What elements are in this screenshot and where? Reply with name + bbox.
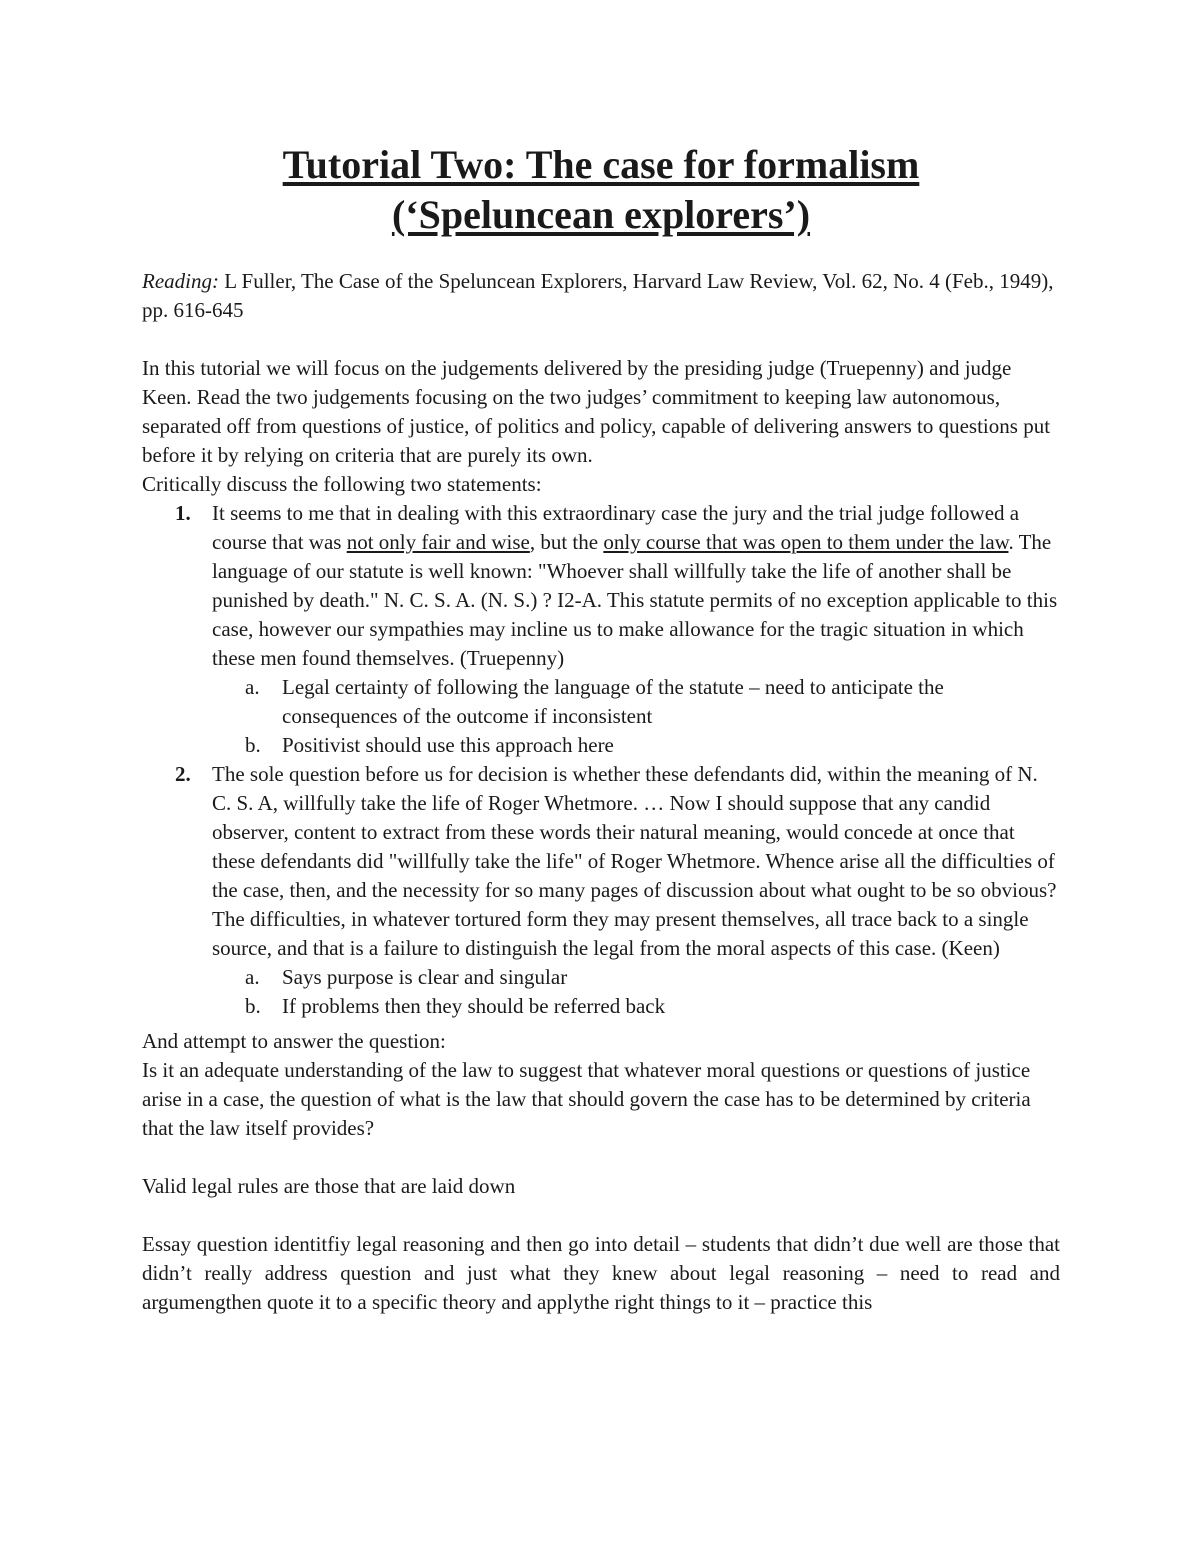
note-text: Says purpose is clear and singular [282, 965, 568, 989]
note-item [212, 963, 1060, 992]
intro-paragraph: In this tutorial we will focus on the judgements delivered by the presiding judge (Truepenny) and judge Keen. Read the two judgements focusing on the two judges’ commitment to keeping law autonomous, separated off from questions of justice, of politics and policy, capable of delivering answers to questions put before it by relying on criteria that are purely its own. [142, 356, 1051, 467]
statement-2-notes [212, 963, 1060, 1021]
statement-1-part-3: . The language of our statute is well known: "Whoever shall willfully take the life of another shall be punished by death." N. C. S. A. (N. S.) ? I2-A. This statute permits of no exception applicable to this case, however our sympathies may incline us to make allowance for the tragic situation in which these men found themselves. (Truepenny) [212, 530, 1058, 670]
title-line-1: Tutorial Two: The case for formalism [282, 142, 920, 187]
statement-item-2 [142, 760, 1060, 1021]
reading-paragraph [142, 267, 1060, 325]
note-text: Positivist should use this approach here [282, 733, 614, 757]
reading-label: Reading: [142, 269, 219, 293]
statement-1-underline-2: only course that was open to them under the law [603, 530, 1009, 554]
valid-rules-note: Valid legal rules are those that are laid down [142, 1174, 516, 1198]
note-item [212, 673, 1060, 731]
document-page [142, 140, 1060, 1317]
statement-1-part-2: , but the [529, 530, 604, 554]
note-letter: a. [245, 675, 260, 699]
statement-1-notes [212, 673, 1060, 760]
note-text: Legal certainty of following the language of the statute – need to anticipate the consequences of the outcome if inconsistent [282, 675, 944, 728]
question-paragraph: Is it an adequate understanding of the law to suggest that whatever moral questions or questions of justice arise in a case, the question of what is the law that should govern the case has to be determined by criteria that the law itself provides? [142, 1058, 1031, 1140]
title-line-2: (‘Speluncean explorers’) [391, 192, 811, 237]
statement-2-text: The sole question before us for decision is whether these defendants did, within the meaning of N. C. S. A, willfully take the life of Roger Whetmore. … Now I should suppose that any candid observer, content to extract from these words their natural meaning, would concede at once that these defendants did "willfully take the life" of Roger Whetmore. Whence arise all the difficulties of the case, then, and the necessity for so many pages of discussion about what ought to be so obvious? The difficulties, in whatever tortured form they may present themselves, all trace back to a single source, and that is a failure to distinguish the legal from the moral aspects of this case. (Keen) [212, 762, 1057, 960]
discuss-instruction: Critically discuss the following two statements: [142, 472, 542, 496]
reading-citation: L Fuller, The Case of the Speluncean Explorers, Harvard Law Review, Vol. 62, No. 4 (Feb., 1949), pp. 616-645 [142, 269, 1054, 322]
statement-number: 1. [175, 501, 191, 525]
note-item [212, 731, 1060, 760]
statement-number: 2. [175, 762, 191, 786]
essay-note: Essay question identitfiy legal reasoning and then go into detail – students that didn’t due well are those that didn’t really address question and just what they knew about legal reasoning – need to read and argumengthen quote it to a specific theory and applythe right things to it – practice this [142, 1232, 1060, 1314]
note-letter: a. [245, 965, 260, 989]
statement-1-part-1: It seems to me that in dealing with this extraordinary case the jury and the trial judge followed a course that was [212, 501, 1020, 554]
note-text: If problems then they should be referred back [282, 994, 666, 1018]
note-item [212, 992, 1060, 1021]
statement-1-text [212, 501, 1057, 670]
statement-1-underline-1: not only fair and wise [346, 530, 530, 554]
document-title [142, 140, 1060, 240]
note-letter: b. [245, 733, 261, 757]
note-letter: b. [245, 994, 261, 1018]
statement-item-1 [142, 499, 1060, 760]
statements-list [142, 499, 1060, 1021]
attempt-instruction: And attempt to answer the question: [142, 1029, 446, 1053]
